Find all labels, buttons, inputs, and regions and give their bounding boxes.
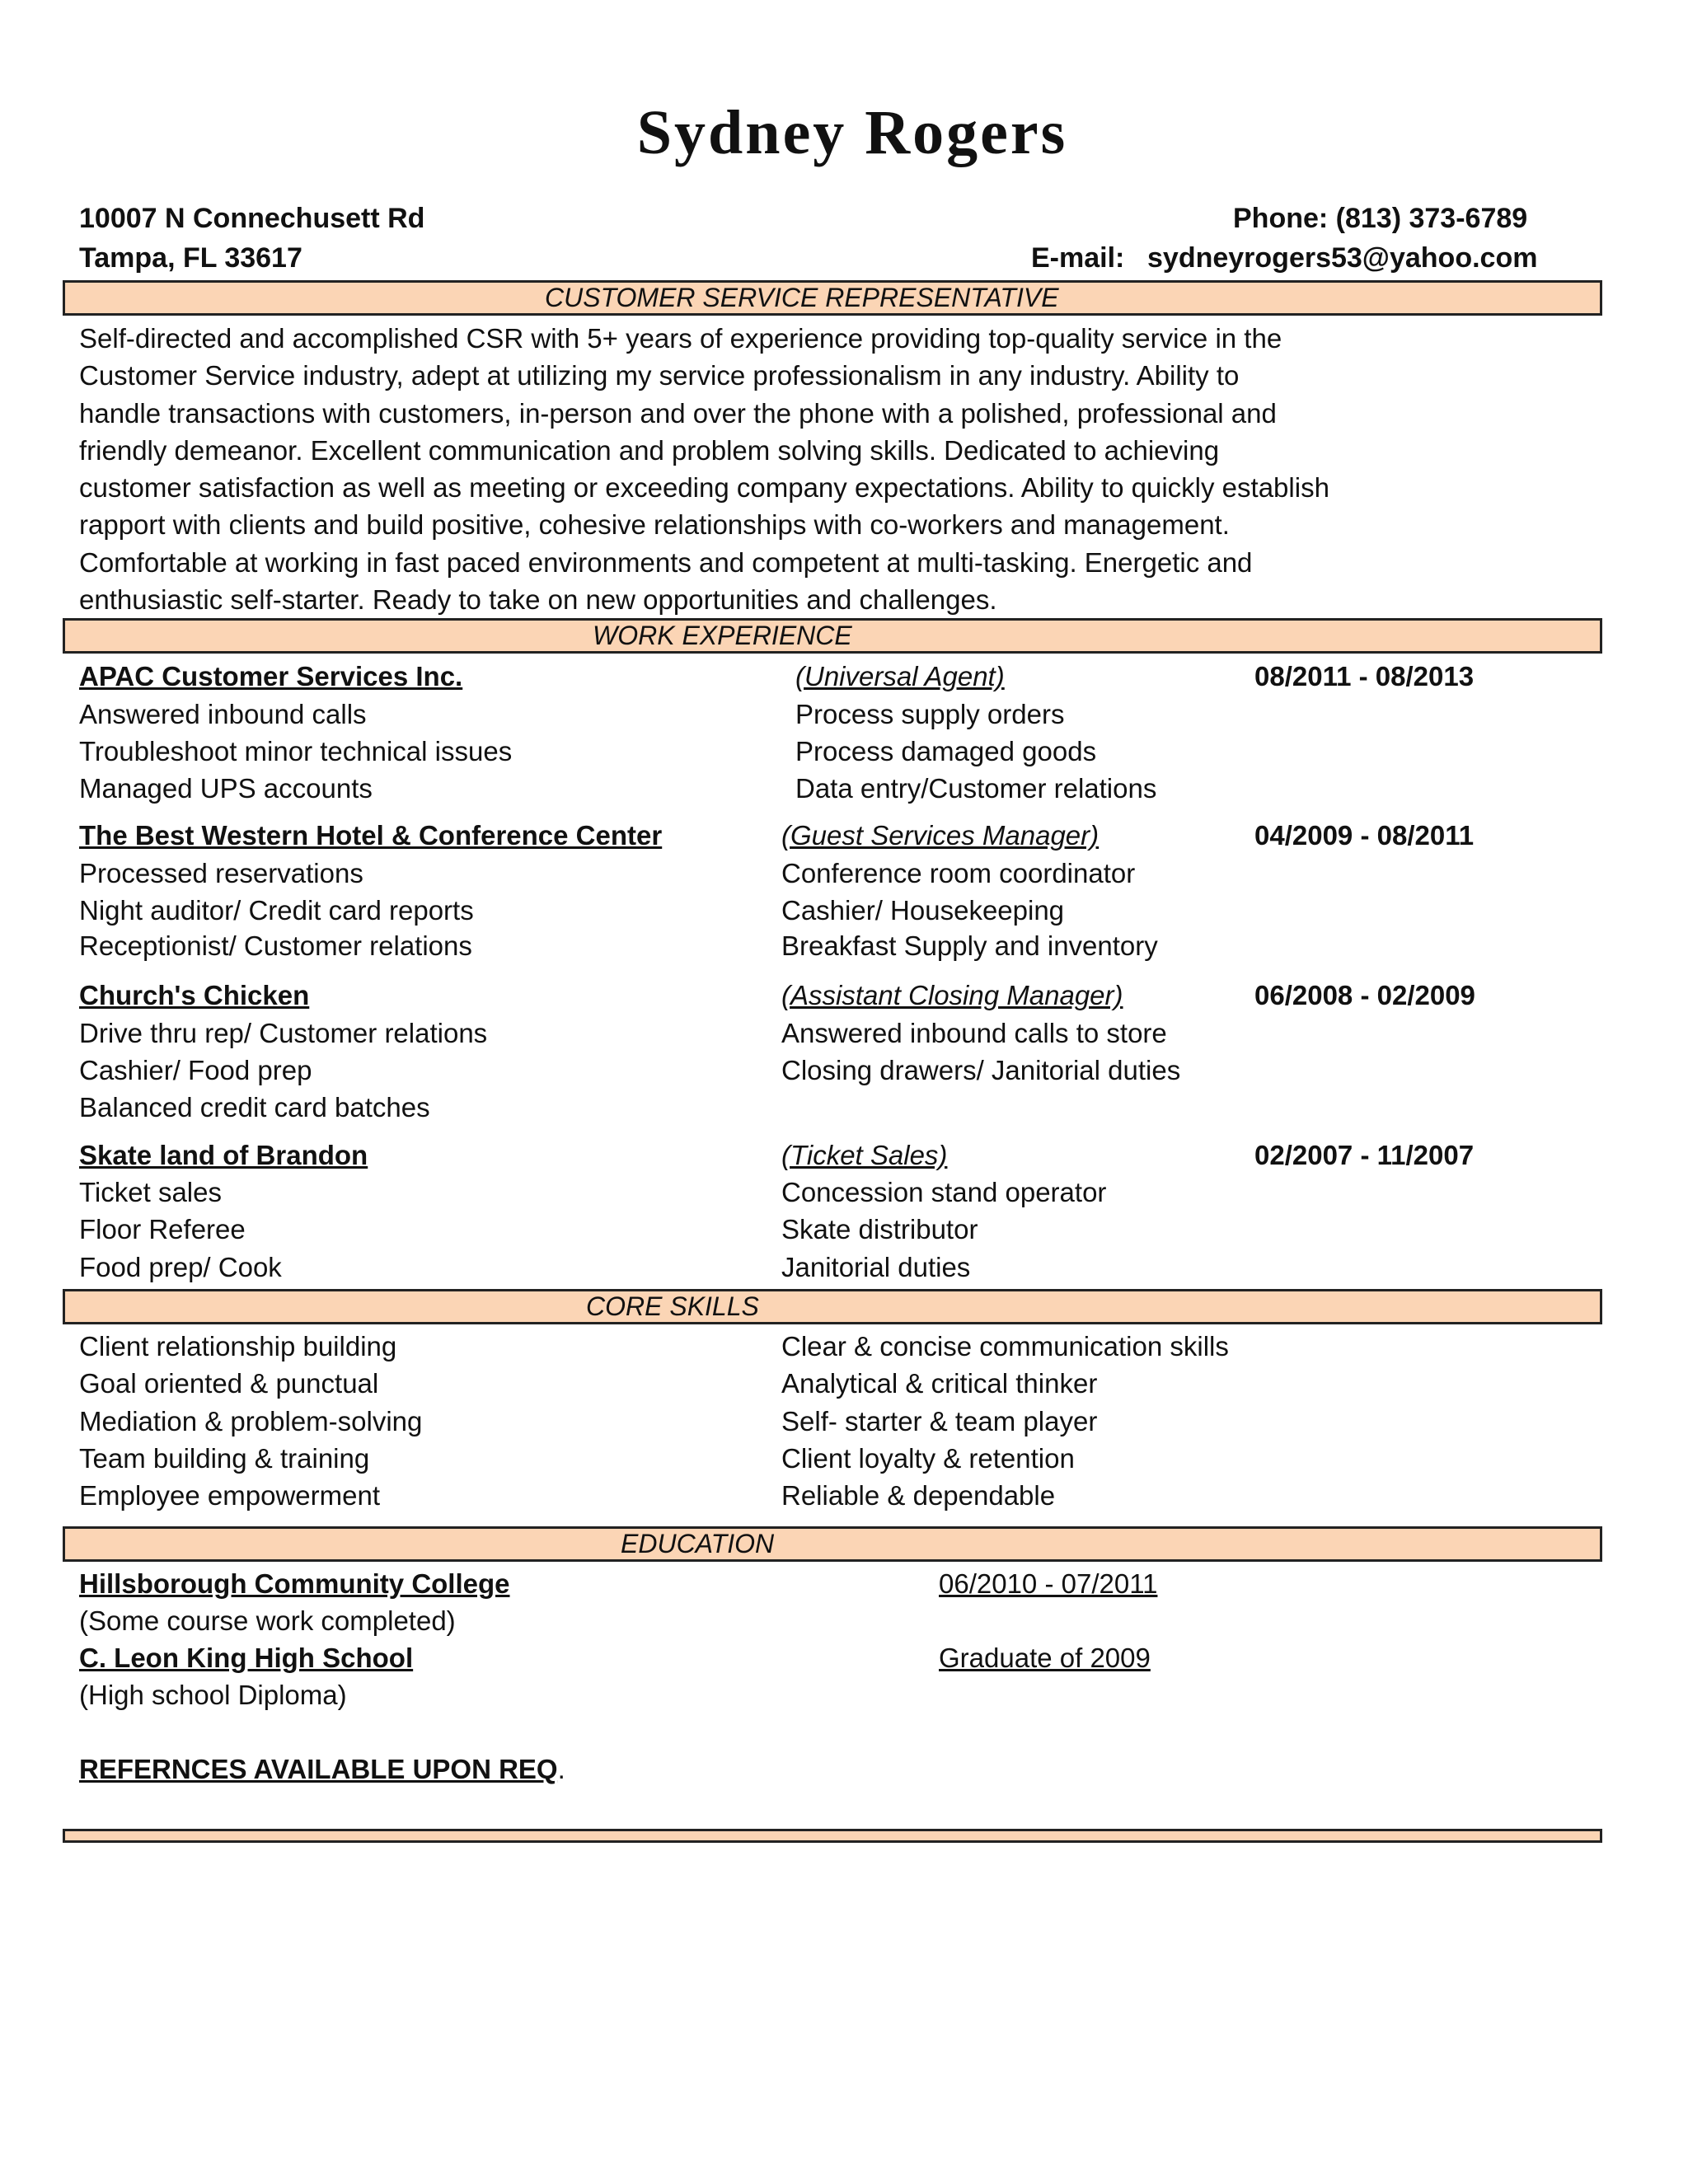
- job-duty: Balanced credit card batches: [79, 1092, 430, 1122]
- job-title: (Ticket Sales): [781, 1140, 948, 1170]
- summary-line: rapport with clients and build positive, cohesive relationships with co-workers and management.: [79, 509, 1230, 541]
- job-duty: Data entry/Customer relations: [795, 773, 1157, 804]
- job-duty: Breakfast Supply and inventory: [781, 930, 1158, 961]
- email-label: E-mail:: [1031, 242, 1125, 274]
- section-title-work: WORK EXPERIENCE: [593, 621, 852, 650]
- job-duty: Troubleshoot minor technical issues: [79, 736, 513, 766]
- skill-item: Client loyalty & retention: [781, 1443, 1075, 1474]
- education-note: (High school Diploma): [79, 1680, 347, 1710]
- summary-line: Comfortable at working in fast paced environments and competent at multi-tasking. Energetic and: [79, 546, 1253, 578]
- job-duty: Cashier/ Food prep: [79, 1055, 312, 1085]
- education-school: Hillsborough Community College: [79, 1568, 510, 1599]
- education-date: Graduate of 2009: [939, 1643, 1151, 1673]
- job-duty: Receptionist/ Customer relations: [79, 930, 472, 961]
- job-duty: Food prep/ Cook: [79, 1252, 282, 1282]
- skill-item: Clear & concise communication skills: [781, 1331, 1229, 1361]
- job-dates: 04/2009 - 08/2011: [1254, 820, 1475, 851]
- job-company: Church's Chicken: [79, 980, 310, 1010]
- job-title: (Assistant Closing Manager): [781, 980, 1123, 1010]
- email-address: sydneyrogers53@yahoo.com: [1147, 242, 1538, 274]
- job-duty: Process supply orders: [795, 699, 1065, 729]
- skill-item: Analytical & critical thinker: [781, 1368, 1098, 1399]
- summary-paragraph: [79, 320, 1497, 618]
- job-dates: 06/2008 - 02/2009: [1254, 980, 1475, 1010]
- section-bar-skills: [63, 1289, 1602, 1324]
- job-company: The Best Western Hotel & Conference Center: [79, 820, 663, 851]
- job-duty: Process damaged goods: [795, 736, 1097, 766]
- skill-item: Client relationship building: [79, 1331, 397, 1361]
- references-text: REFERNCES AVAILABLE UPON REQ: [79, 1754, 558, 1784]
- skill-item: Team building & training: [79, 1443, 370, 1474]
- summary-line: Self-directed and accomplished CSR with 5+ years of experience providing top-quality service in the: [79, 323, 1282, 354]
- section-title-objective: CUSTOMER SERVICE REPRESENTATIVE: [545, 283, 1059, 312]
- address-line-2: Tampa, FL 33617: [79, 242, 302, 274]
- applicant-name: Sydney Rogers: [636, 98, 1068, 167]
- references-period: .: [557, 1754, 565, 1784]
- job-duty: Janitorial duties: [781, 1252, 971, 1282]
- job-company: APAC Customer Services Inc.: [79, 661, 463, 691]
- job-dates: 08/2011 - 08/2013: [1254, 661, 1475, 691]
- skill-item: Employee empowerment: [79, 1480, 380, 1511]
- job-duty: Floor Referee: [79, 1214, 246, 1244]
- job-dates: 02/2007 - 11/2007: [1254, 1140, 1475, 1170]
- section-bar-work: [63, 618, 1602, 654]
- job-duty: Ticket sales: [79, 1177, 222, 1207]
- summary-line: handle transactions with customers, in-person and over the phone with a polished, professional and: [79, 397, 1277, 429]
- job-duty: Cashier/ Housekeeping: [781, 895, 1065, 926]
- summary-line: customer satisfaction as well as meeting or exceeding company expectations. Ability to quickly establish: [79, 472, 1329, 504]
- job-duty: Managed UPS accounts: [79, 773, 373, 804]
- job-duty: Processed reservations: [79, 858, 363, 888]
- job-duty: Concession stand operator: [781, 1177, 1107, 1207]
- education-note: (Some course work completed): [79, 1605, 456, 1636]
- education-school: C. Leon King High School: [79, 1643, 414, 1673]
- summary-line: enthusiastic self-starter. Ready to take on new opportunities and challenges.: [79, 584, 997, 616]
- summary-line: Customer Service industry, adept at utilizing my service professionalism in any industry. Ability to: [79, 360, 1240, 391]
- address-line-1: 10007 N Connechusett Rd: [79, 203, 425, 234]
- job-title: (Universal Agent): [795, 661, 1005, 691]
- section-bar-objective: [63, 280, 1602, 316]
- job-duty: Night auditor/ Credit card reports: [79, 895, 474, 926]
- section-title-skills: CORE SKILLS: [586, 1291, 759, 1321]
- section-bar-education: [63, 1526, 1602, 1562]
- job-duty: Conference room coordinator: [781, 858, 1136, 888]
- footer-bar: [63, 1829, 1602, 1843]
- job-duty: Answered inbound calls to store: [781, 1018, 1167, 1048]
- references-line: [79, 1754, 565, 1785]
- job-duty: Answered inbound calls: [79, 699, 367, 729]
- skill-item: Goal oriented & punctual: [79, 1368, 379, 1399]
- phone-number: Phone: (813) 373-6789: [1233, 203, 1528, 234]
- job-duty: Drive thru rep/ Customer relations: [79, 1018, 488, 1048]
- skill-item: Mediation & problem-solving: [79, 1406, 423, 1436]
- skill-item: Reliable & dependable: [781, 1480, 1056, 1511]
- section-title-education: EDUCATION: [621, 1529, 775, 1558]
- job-company: Skate land of Brandon: [79, 1140, 368, 1170]
- job-title: (Guest Services Manager): [781, 820, 1100, 851]
- education-date: 06/2010 - 07/2011: [939, 1568, 1158, 1599]
- summary-line: friendly demeanor. Excellent communication and problem solving skills. Dedicated to achieving: [79, 434, 1220, 466]
- job-duty: Closing drawers/ Janitorial duties: [781, 1055, 1181, 1085]
- skill-item: Self- starter & team player: [781, 1406, 1098, 1436]
- job-duty: Skate distributor: [781, 1214, 978, 1244]
